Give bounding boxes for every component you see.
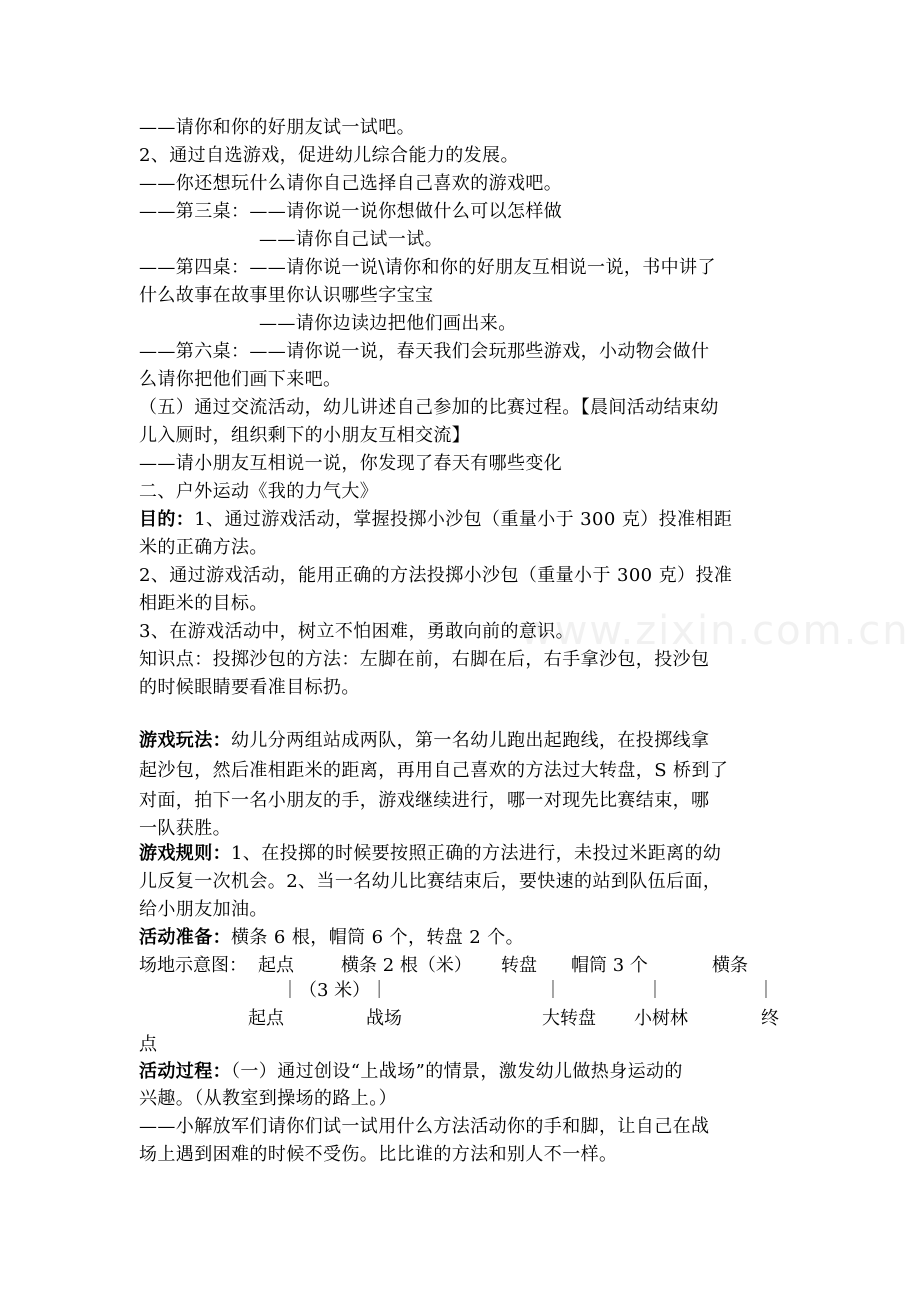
label-rules: 游戏规则： bbox=[139, 843, 231, 864]
label-prep: 活动准备： bbox=[139, 927, 231, 948]
text-line: 场上遇到困难的时候不受伤。比比谁的方法和别人不一样。 bbox=[139, 1144, 618, 1165]
text-line bbox=[139, 1058, 789, 1086]
text-line: 什么故事在故事里你认识哪些字宝宝 bbox=[139, 285, 434, 306]
diagram-hat: 帽筒 3 个 bbox=[571, 955, 648, 976]
label-process: 活动过程： bbox=[139, 1061, 231, 1082]
text-line: 一队获胜。 bbox=[139, 818, 231, 839]
text-span: 幼儿分两组站成两队，第一名幼儿跑出起跑线，在投掷线拿 bbox=[231, 730, 710, 751]
text-line: ——请你边读边把他们画出来。 bbox=[259, 313, 517, 334]
diagram-end: 点 bbox=[139, 1034, 157, 1055]
diagram-end: 终 bbox=[761, 1008, 779, 1029]
text-span: 横条 6 根，帽筒 6 个，转盘 2 个。 bbox=[231, 927, 525, 948]
text-line: 么请你把他们画下来吧。 bbox=[139, 369, 342, 390]
diagram-start2: 起点 bbox=[248, 1008, 284, 1029]
text-span: （一）通过创设“上战场”的情景，激发幼儿做热身运动的 bbox=[231, 1061, 683, 1082]
text-line: （五）通过交流活动，幼儿讲述自己参加的比赛过程。【晨间活动结束幼 bbox=[139, 397, 719, 418]
diagram-turn: 转盘 bbox=[501, 955, 537, 976]
text-line: 兴趣。（从教室到操场的路上。） bbox=[139, 1088, 397, 1109]
section-heading: 二、户外运动《我的力气大》 bbox=[139, 481, 379, 502]
text-span: 1、在投掷的时候要按照正确的方法进行，未投过米距离的幼 bbox=[231, 843, 722, 864]
text-line bbox=[139, 924, 789, 952]
diagram-bar: 横条 2 根（米） bbox=[341, 955, 472, 976]
diagram-pipe: ｜ bbox=[544, 980, 562, 1001]
text-line: 儿反复一次机会。2、当一名幼儿比赛结束后，要快速的站到队伍后面， bbox=[139, 871, 722, 892]
text-line: ——第三桌：——请你说一说你想做什么可以怎样做 bbox=[139, 201, 563, 222]
label-goal: 目的： bbox=[139, 509, 195, 530]
text-line: 相距米的目标。 bbox=[139, 593, 268, 614]
text-line bbox=[139, 727, 789, 755]
text-line: 起沙包，然后准相距米的距离，再用自己喜欢的方法过大转盘，S 桥到了 bbox=[139, 760, 729, 781]
diagram-pipe: ｜ bbox=[646, 980, 664, 1001]
diagram-pipe: ｜ bbox=[757, 980, 775, 1001]
text-line: 米的正确方法。 bbox=[139, 537, 268, 558]
text-line: 儿入厕时，组织剩下的小朋友互相交流】 bbox=[139, 425, 471, 446]
diagram-bar2: 横条 bbox=[712, 955, 748, 976]
text-line: 知识点：投掷沙包的方法：左脚在前，右脚在后，右手拿沙包，投沙包 bbox=[139, 649, 710, 670]
text-line: ——小解放军们请你们试一试用什么方法活动你的手和脚，让自己在战 bbox=[139, 1116, 710, 1137]
text-line bbox=[139, 840, 789, 868]
text-line: 的时候眼睛要看准目标扔。 bbox=[139, 677, 360, 698]
label-play: 游戏玩法： bbox=[139, 730, 231, 751]
text-span: 1、通过游戏活动，掌握投掷小沙包（重量小于 300 克）投准相距 bbox=[194, 509, 733, 530]
text-line: ——你还想玩什么请你自己选择自己喜欢的游戏吧。 bbox=[139, 173, 563, 194]
text-line: ——请你自己试一试。 bbox=[259, 229, 443, 250]
text-line: 3、在游戏活动中，树立不怕困难，勇敢向前的意识。 bbox=[139, 621, 575, 642]
diagram-field: 战场 bbox=[366, 1008, 402, 1029]
diagram-bigturn: 大转盘 bbox=[542, 1008, 596, 1029]
text-line: 对面，拍下一名小朋友的手，游戏继续进行，哪一对现先比赛结束，哪 bbox=[139, 790, 710, 811]
text-line: ——请小朋友互相说一说，你发现了春天有哪些变化 bbox=[139, 453, 563, 474]
diagram-woods: 小树林 bbox=[634, 1008, 688, 1029]
diagram-distance: ｜（3 米）｜ bbox=[281, 980, 389, 1001]
text-line: 给小朋友加油。 bbox=[139, 899, 268, 920]
text-line: 2、通过游戏活动，能用正确的方法投掷小沙包（重量小于 300 克）投准 bbox=[139, 565, 733, 586]
diagram-label: 场地示意图： bbox=[139, 955, 247, 976]
text-line: ——第四桌：——请你说一说\请你和你的好朋友互相说一说，书中讲了 bbox=[139, 257, 716, 278]
diagram-start: 起点 bbox=[258, 955, 294, 976]
watermark: www.zixin.com.cn bbox=[520, 608, 910, 654]
text-line bbox=[139, 506, 789, 534]
text-line: ——请你和你的好朋友试一试吧。 bbox=[139, 117, 415, 138]
text-line: ——第六桌：——请你说一说，春天我们会玩那些游戏，小动物会做什 bbox=[139, 341, 710, 362]
text-line: 2、通过自选游戏，促进幼儿综合能力的发展。 bbox=[139, 145, 519, 166]
